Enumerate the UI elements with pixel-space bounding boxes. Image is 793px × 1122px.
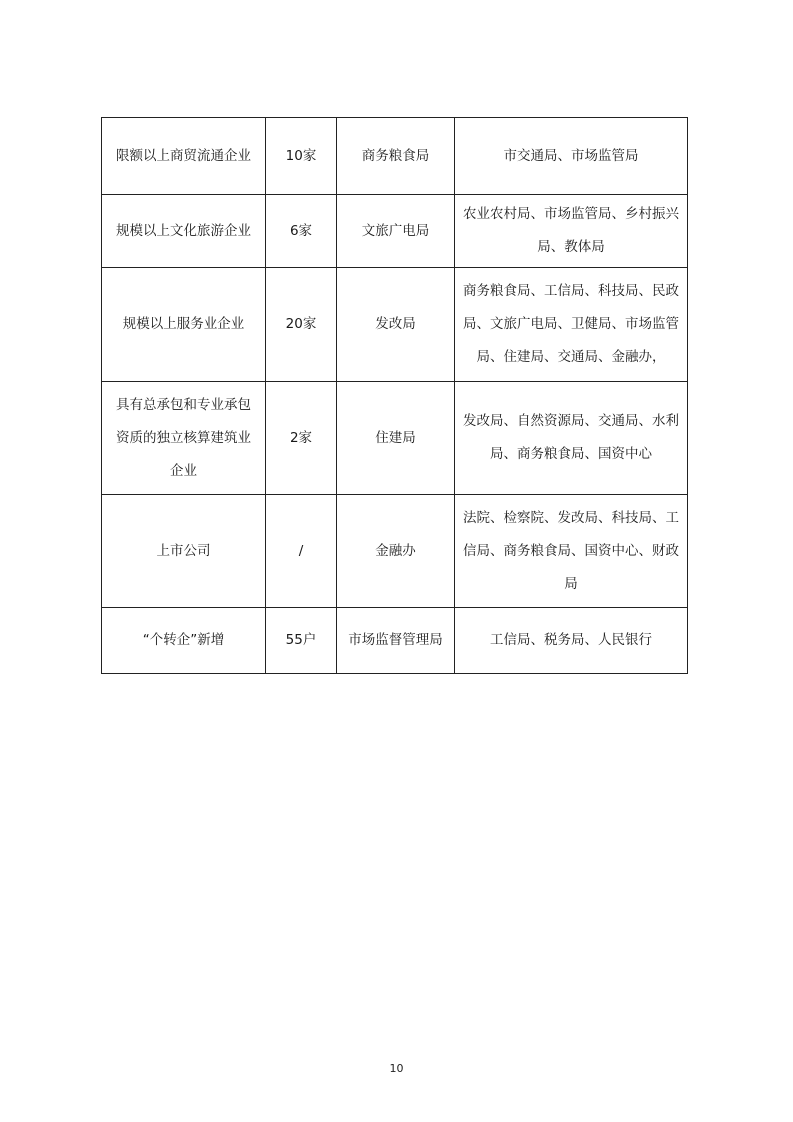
support-units-cell: 工信局、税务局、人民银行 xyxy=(455,608,688,674)
table-row xyxy=(102,268,688,382)
lead-unit-cell: 文旅广电局 xyxy=(337,195,455,268)
category-cell: 限额以上商贸流通企业 xyxy=(102,118,266,195)
count-cell: 10家 xyxy=(266,118,337,195)
count-cell: 55户 xyxy=(266,608,337,674)
category-cell: 规模以上文化旅游企业 xyxy=(102,195,266,268)
table-row xyxy=(102,608,688,674)
table-row xyxy=(102,382,688,495)
page-number: 10 xyxy=(389,1062,404,1075)
lead-unit-cell: 住建局 xyxy=(337,382,455,495)
lead-unit-cell: 商务粮食局 xyxy=(337,118,455,195)
lead-unit-cell: 金融办 xyxy=(337,495,455,608)
table-row xyxy=(102,195,688,268)
support-units-cell: 法院、检察院、发改局、科技局、工信局、商务粮食局、国资中心、财政局 xyxy=(455,495,688,608)
support-units-cell: 发改局、自然资源局、交通局、水利局、商务粮食局、国资中心 xyxy=(455,382,688,495)
category-cell: “个转企”新增 xyxy=(102,608,266,674)
lead-unit-cell: 发改局 xyxy=(337,268,455,382)
category-cell: 具有总承包和专业承包资质的独立核算建筑业企业 xyxy=(102,382,266,495)
category-cell: 规模以上服务业企业 xyxy=(102,268,266,382)
table-row xyxy=(102,495,688,608)
support-units-cell: 市交通局、市场监管局 xyxy=(455,118,688,195)
lead-unit-cell: 市场监督管理局 xyxy=(337,608,455,674)
support-units-cell: 商务粮食局、工信局、科技局、民政局、文旅广电局、卫健局、市场监管局、住建局、交通局、金融办， xyxy=(455,268,688,382)
count-cell: 2家 xyxy=(266,382,337,495)
task-table xyxy=(101,117,688,674)
support-units-cell: 农业农村局、市场监管局、乡村振兴局、教体局 xyxy=(455,195,688,268)
count-cell: 20家 xyxy=(266,268,337,382)
table-row xyxy=(102,118,688,195)
category-cell: 上市公司 xyxy=(102,495,266,608)
count-cell: / xyxy=(266,495,337,608)
count-cell: 6家 xyxy=(266,195,337,268)
